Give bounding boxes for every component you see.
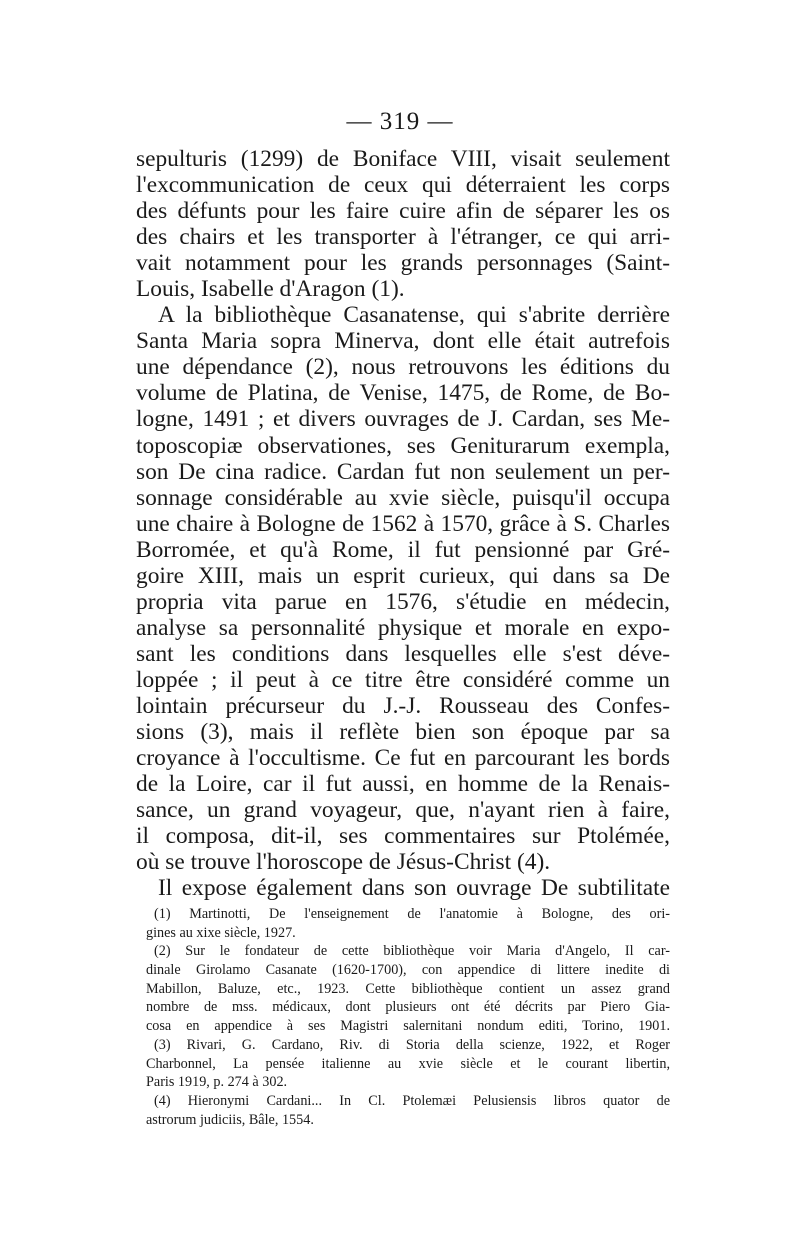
footnote-line: gines au xixe siècle, 1927. bbox=[146, 924, 296, 941]
footnote-line: nombre de mss. médicaux, dont plusieurs ont été décrits par Piero Gia- bbox=[146, 999, 670, 1016]
body-line: croyance à l'occultisme. Ce fut en parcourant les bords bbox=[136, 745, 670, 772]
footnote-line: (2) Sur le fondateur de cette bibliothèque voir Maria d'Angelo, Il car- bbox=[154, 943, 670, 960]
footnote-line: Charbonnel, La pensée italienne au xvie siècle et le courant libertin, bbox=[146, 1055, 670, 1072]
footnote-line: dinale Girolamo Casanate (1620-1700), con appendice di littere inedite di bbox=[146, 962, 670, 979]
body-line: sant les conditions dans lesquelles elle s'est déve- bbox=[136, 640, 670, 667]
body-line: analyse sa personnalité physique et morale en expo- bbox=[136, 614, 670, 641]
body-line: il composa, dit-il, ses commentaires sur Ptolémée, bbox=[136, 823, 670, 850]
body-line: l'excommunication de ceux qui déterraient les corps bbox=[136, 172, 670, 199]
footnotes bbox=[146, 905, 670, 1129]
body-line: goire XIII, mais un esprit curieux, qui dans sa De bbox=[136, 562, 670, 589]
body-line: des défunts pour les faire cuire afin de séparer les os bbox=[136, 198, 670, 225]
footnote-line: astrorum judiciis, Bâle, 1554. bbox=[146, 1111, 314, 1128]
page-number: — 319 — bbox=[346, 108, 454, 135]
body-line: où se trouve l'horoscope de Jésus-Christ (4). bbox=[136, 849, 551, 876]
body-line: propria vita parue en 1576, s'étudie en médecin, bbox=[136, 588, 670, 615]
body-line: vait notamment pour les grands personnages (Saint- bbox=[136, 250, 670, 277]
body-line: sepulturis (1299) de Boniface VIII, visait seulement bbox=[136, 146, 670, 172]
body-line: Il expose également dans son ouvrage De subtilitate bbox=[158, 875, 670, 902]
footnote-line: cosa en appendice à ses Magistri salernitani nondum editi, Torino, 1901. bbox=[146, 1018, 670, 1035]
body-line: lointain précurseur du J.-J. Rousseau des Confes- bbox=[136, 692, 670, 719]
body-line: sance, un grand voyageur, que, n'ayant rien à faire, bbox=[136, 797, 670, 824]
footnote-line: (4) Hieronymi Cardani... In Cl. Ptolemæi Pelusiensis libros quator de bbox=[154, 1092, 670, 1109]
body-line: des chairs et les transporter à l'étranger, ce qui arri- bbox=[136, 224, 670, 251]
body-line: sonnage considérable au xvie siècle, puisqu'il occupa bbox=[136, 484, 670, 511]
footnote-line: Mabillon, Baluze, etc., 1923. Cette bibliothèque contient un assez grand bbox=[146, 980, 670, 997]
body-line: logne, 1491 ; et divers ouvrages de J. Cardan, ses Me- bbox=[136, 406, 670, 433]
footnote-line: (3) Rivari, G. Cardano, Riv. di Storia della scienze, 1922, et Roger bbox=[154, 1036, 670, 1053]
footnote-line: (1) Martinotti, De l'enseignement de l'anatomie à Bologne, des ori- bbox=[154, 906, 670, 922]
body-line: A la bibliothèque Casanatense, qui s'abrite derrière bbox=[158, 302, 670, 329]
body-line: loppée ; il peut à ce titre être considéré comme un bbox=[136, 666, 670, 693]
body-line: une dépendance (2), nous retrouvons les éditions du bbox=[136, 354, 670, 381]
body-text bbox=[136, 146, 670, 901]
body-line: Borromée, et qu'à Rome, il fut pensionné par Gré- bbox=[136, 536, 670, 563]
body-line: de la Loire, car il fut aussi, en homme de la Renais- bbox=[136, 771, 670, 798]
body-line: Louis, Isabelle d'Aragon (1). bbox=[136, 276, 405, 303]
footnote-line: Paris 1919, p. 274 à 302. bbox=[146, 1074, 288, 1091]
body-line: sions (3), mais il reflète bien son époque par sa bbox=[136, 719, 670, 746]
body-line: Santa Maria sopra Minerva, dont elle était autrefois bbox=[136, 328, 670, 355]
body-line: son De cina radice. Cardan fut non seulement un per- bbox=[136, 458, 670, 485]
body-line: une chaire à Bologne de 1562 à 1570, grâce à S. Charles bbox=[136, 510, 670, 537]
body-line: toposcopiæ observationes, ses Geniturarum exempla, bbox=[136, 432, 670, 459]
body-line: volume de Platina, de Venise, 1475, de Rome, de Bo- bbox=[136, 380, 670, 407]
